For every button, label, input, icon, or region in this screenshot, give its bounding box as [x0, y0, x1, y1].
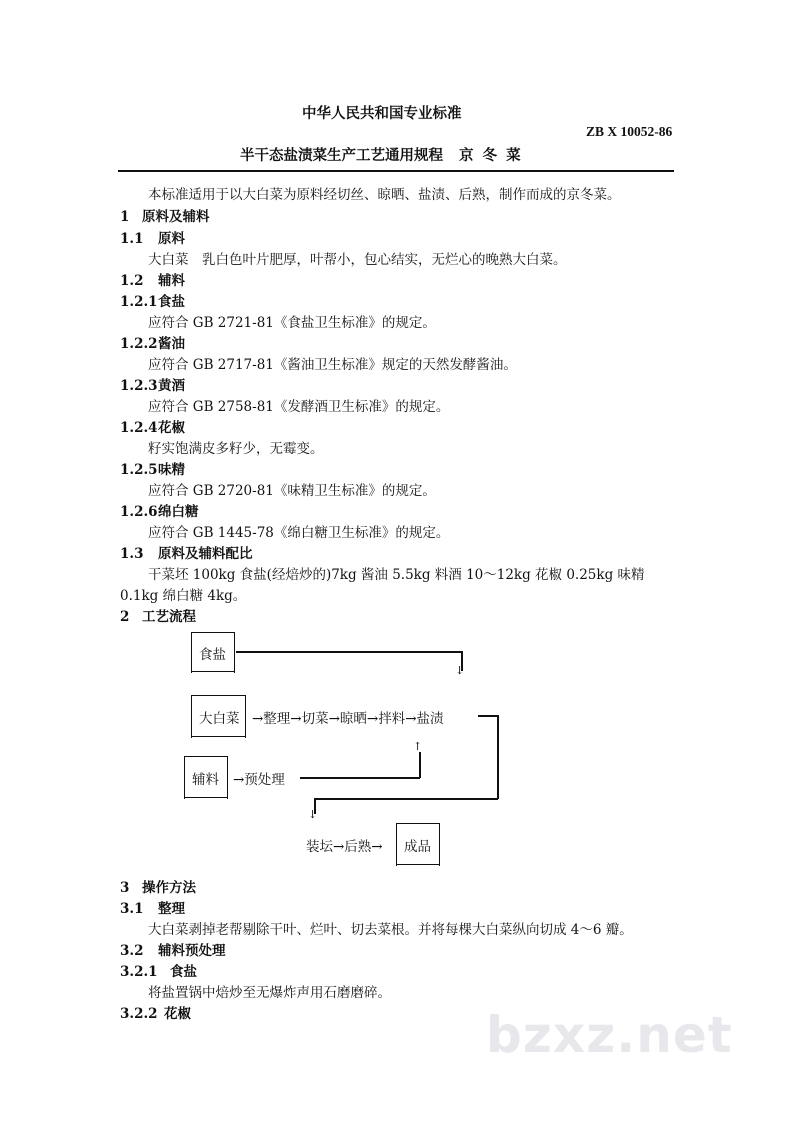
watermark: bzxz.net — [486, 1006, 733, 1064]
flow-line-aux-h — [300, 777, 420, 779]
flow-label-aux: 辅料 — [192, 772, 219, 788]
section-number: 3.2.1 — [120, 964, 158, 980]
section-number: 1.2.6 — [120, 504, 158, 520]
section-title: 原料及辅料配比 — [158, 546, 253, 562]
flow-label-salt: 食盐 — [199, 647, 226, 663]
section-1-2-6-text: 应符合 GB 1445-78《绵白糖卫生标准》的规定。 — [148, 525, 450, 541]
section-1-2-5-text: 应符合 GB 2720-81《味精卫生标准》的规定。 — [148, 483, 436, 499]
section-1-2-heading — [120, 269, 185, 289]
section-number: 3.1 — [120, 901, 144, 917]
section-title: 操作方法 — [142, 880, 196, 896]
section-3-1-heading — [120, 897, 185, 917]
section-number: 3.2.2 — [120, 1006, 158, 1022]
header-rule — [118, 170, 674, 172]
section-2-heading — [120, 605, 196, 625]
section-1-2-1-heading — [120, 290, 185, 310]
section-3-2-1-text: 将盐置锅中焙炒至无爆炸声用石磨磨碎。 — [148, 985, 391, 1001]
section-1-2-6-heading — [120, 500, 199, 520]
section-1-heading — [120, 205, 210, 225]
section-1-2-2-heading — [120, 332, 185, 352]
flow-line-bottom-h — [314, 798, 498, 800]
section-number: 1.2.3 — [120, 378, 158, 394]
section-title: 辅料预处理 — [158, 943, 226, 959]
flow-line-aux-v — [419, 752, 421, 778]
section-title: 整理 — [158, 901, 185, 917]
section-1-2-3-text: 应符合 GB 2758-81《发酵酒卫生标准》的规定。 — [148, 399, 450, 415]
section-1-3-text-line1: 干菜坯 100kg 食盐(经焙炒的)7kg 酱油 5.5kg 料酒 10～12kg 花椒 0.25kg 味精 — [148, 567, 645, 583]
section-1-2-2-text: 应符合 GB 2717-81《酱油卫生标准》规定的天然发酵酱油。 — [148, 357, 517, 373]
section-title: 黄酒 — [158, 378, 185, 394]
section-1-2-4-heading — [120, 416, 185, 436]
section-number: 2 — [120, 609, 130, 625]
section-number: 1 — [120, 209, 130, 225]
section-number: 1.3 — [120, 546, 144, 562]
flow-line-right-h — [478, 715, 498, 717]
flow-main-steps: →整理→切菜→晾晒→拌料→盐渍 — [252, 711, 444, 727]
document-title: 半干态盐渍菜生产工艺通用规程 — [240, 147, 443, 164]
section-number: 3.2 — [120, 943, 144, 959]
section-3-2-1-heading — [120, 960, 197, 980]
section-1-2-3-heading — [120, 374, 185, 394]
section-title: 绵白糖 — [158, 504, 199, 520]
section-1-1-text: 大白菜 乳白色叶片肥厚，叶帮小，包心结实，无烂心的晚熟大白菜。 — [148, 252, 567, 268]
flow-arrow-up-icon: ↑ — [413, 740, 423, 753]
section-3-2-heading — [120, 939, 226, 959]
flow-final-steps: 装坛→后熟→ — [306, 839, 383, 855]
section-title: 工艺流程 — [142, 609, 196, 625]
section-title: 原料 — [158, 231, 185, 247]
section-number: 3 — [120, 880, 130, 896]
section-number: 1.2.1 — [120, 294, 158, 310]
section-1-2-5-heading — [120, 458, 185, 478]
section-number: 1.1 — [120, 231, 144, 247]
section-1-2-4-text: 籽实饱满皮多籽少，无霉变。 — [148, 441, 324, 457]
flow-line-salt-h — [236, 651, 462, 653]
section-title: 花椒 — [158, 420, 185, 436]
section-3-1-text: 大白菜剥掉老帮剔除干叶、烂叶、切去菜根。并将每棵大白菜纵向切成 4～6 瓣。 — [148, 922, 633, 938]
flow-label-product: 成品 — [404, 839, 431, 855]
flow-line-right-v — [497, 715, 499, 799]
section-3-heading — [120, 876, 196, 896]
section-title: 味精 — [158, 462, 185, 478]
standard-code: ZB X 10052-86 — [586, 124, 673, 139]
flow-arrow-down-icon: ↓ — [308, 808, 318, 821]
flow-pre-step: →预处理 — [233, 772, 285, 788]
section-3-2-2-heading — [120, 1002, 191, 1022]
section-title: 花椒 — [164, 1006, 191, 1022]
section-title: 辅料 — [158, 273, 185, 289]
section-1-1-heading — [120, 227, 185, 247]
section-number: 1.2 — [120, 273, 144, 289]
section-title: 食盐 — [170, 964, 197, 980]
intro-paragraph: 本标准适用于以大白菜为原料经切丝、晾晒、盐渍、后熟，制作而成的京冬菜。 — [148, 187, 621, 203]
section-1-2-1-text: 应符合 GB 2721-81《食盐卫生标准》的规定。 — [148, 315, 436, 331]
section-title: 酱油 — [158, 336, 185, 352]
national-standard-heading: 中华人民共和国专业标准 — [302, 105, 462, 122]
section-title: 原料及辅料 — [142, 209, 210, 225]
section-title: 食盐 — [158, 294, 185, 310]
section-1-3-text-line2: 0.1kg 绵白糖 4kg。 — [120, 588, 247, 604]
section-number: 1.2.4 — [120, 420, 158, 436]
section-1-3-heading — [120, 542, 253, 562]
product-name: 京 冬 菜 — [459, 147, 523, 164]
section-number: 1.2.5 — [120, 462, 158, 478]
flow-label-cabbage: 大白菜 — [199, 711, 240, 727]
flow-arrow-down-icon: ↓ — [455, 664, 465, 677]
section-number: 1.2.2 — [120, 336, 158, 352]
